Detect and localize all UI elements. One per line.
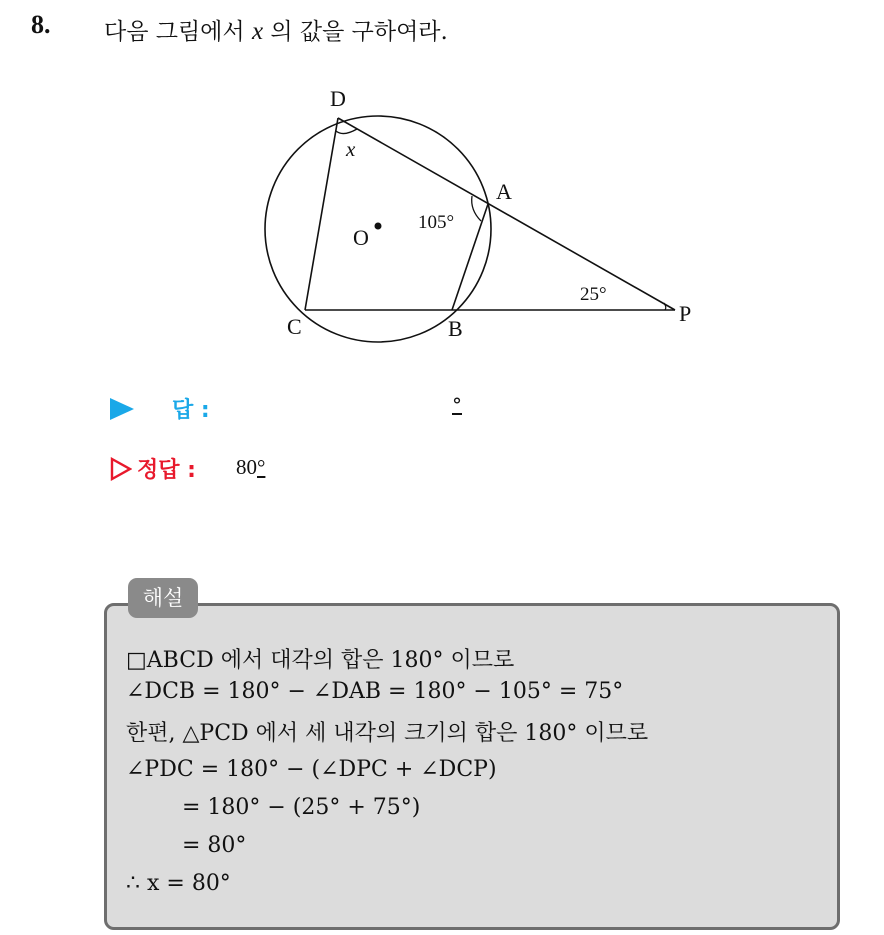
question-text-after: 의 값을 구하여라.: [263, 19, 448, 45]
solution-line: ∠PDC = 180° − (∠DPC + ∠DCP): [126, 757, 497, 782]
question-variable: x: [251, 18, 264, 45]
segment-dc: [305, 118, 338, 310]
angle-arc-a: [472, 196, 481, 221]
segment-da-p: [338, 118, 675, 310]
correct-answer-value: [236, 455, 265, 480]
question-number: 8.: [31, 10, 51, 39]
solution-line: □ABCD 에서 대각의 합은 180° 이므로: [126, 648, 515, 673]
label-angle-a: 105°: [418, 212, 455, 233]
answer-blank-degree: °: [452, 393, 462, 417]
label-angle-p: 25°: [580, 284, 607, 305]
solution-line: 한편, △PCD 에서 세 내각의 크기의 합은 180° 이므로: [126, 721, 649, 746]
correct-answer-unit: °: [257, 455, 266, 479]
solution-line: = 80°: [126, 833, 247, 858]
question-text-before: 다음 그림에서: [104, 19, 252, 45]
label-p: P: [679, 301, 692, 326]
label-x: x: [346, 137, 356, 161]
solution-tab: 해설: [128, 578, 198, 618]
label-a: A: [496, 179, 512, 204]
label-b: B: [448, 316, 463, 341]
geometry-figure: [0, 0, 884, 380]
label-c: C: [287, 314, 302, 339]
solution-line: ∴ x = 80°: [126, 871, 231, 896]
correct-answer-number: 80: [236, 455, 257, 479]
angle-arc-d: [336, 129, 357, 134]
label-d: D: [330, 86, 346, 111]
correct-answer-label: 정답 :: [137, 458, 196, 483]
play-triangle-icon: [110, 398, 134, 420]
center-dot-o: [375, 223, 382, 230]
solution-line: = 180° − (25° + 75°): [126, 795, 421, 820]
solution-line: ∠DCB = 180° − ∠DAB = 180° − 105° = 75°: [126, 679, 624, 704]
outline-triangle-icon: [110, 457, 132, 481]
answer-label: 답 :: [172, 398, 210, 423]
label-o: O: [353, 225, 369, 250]
